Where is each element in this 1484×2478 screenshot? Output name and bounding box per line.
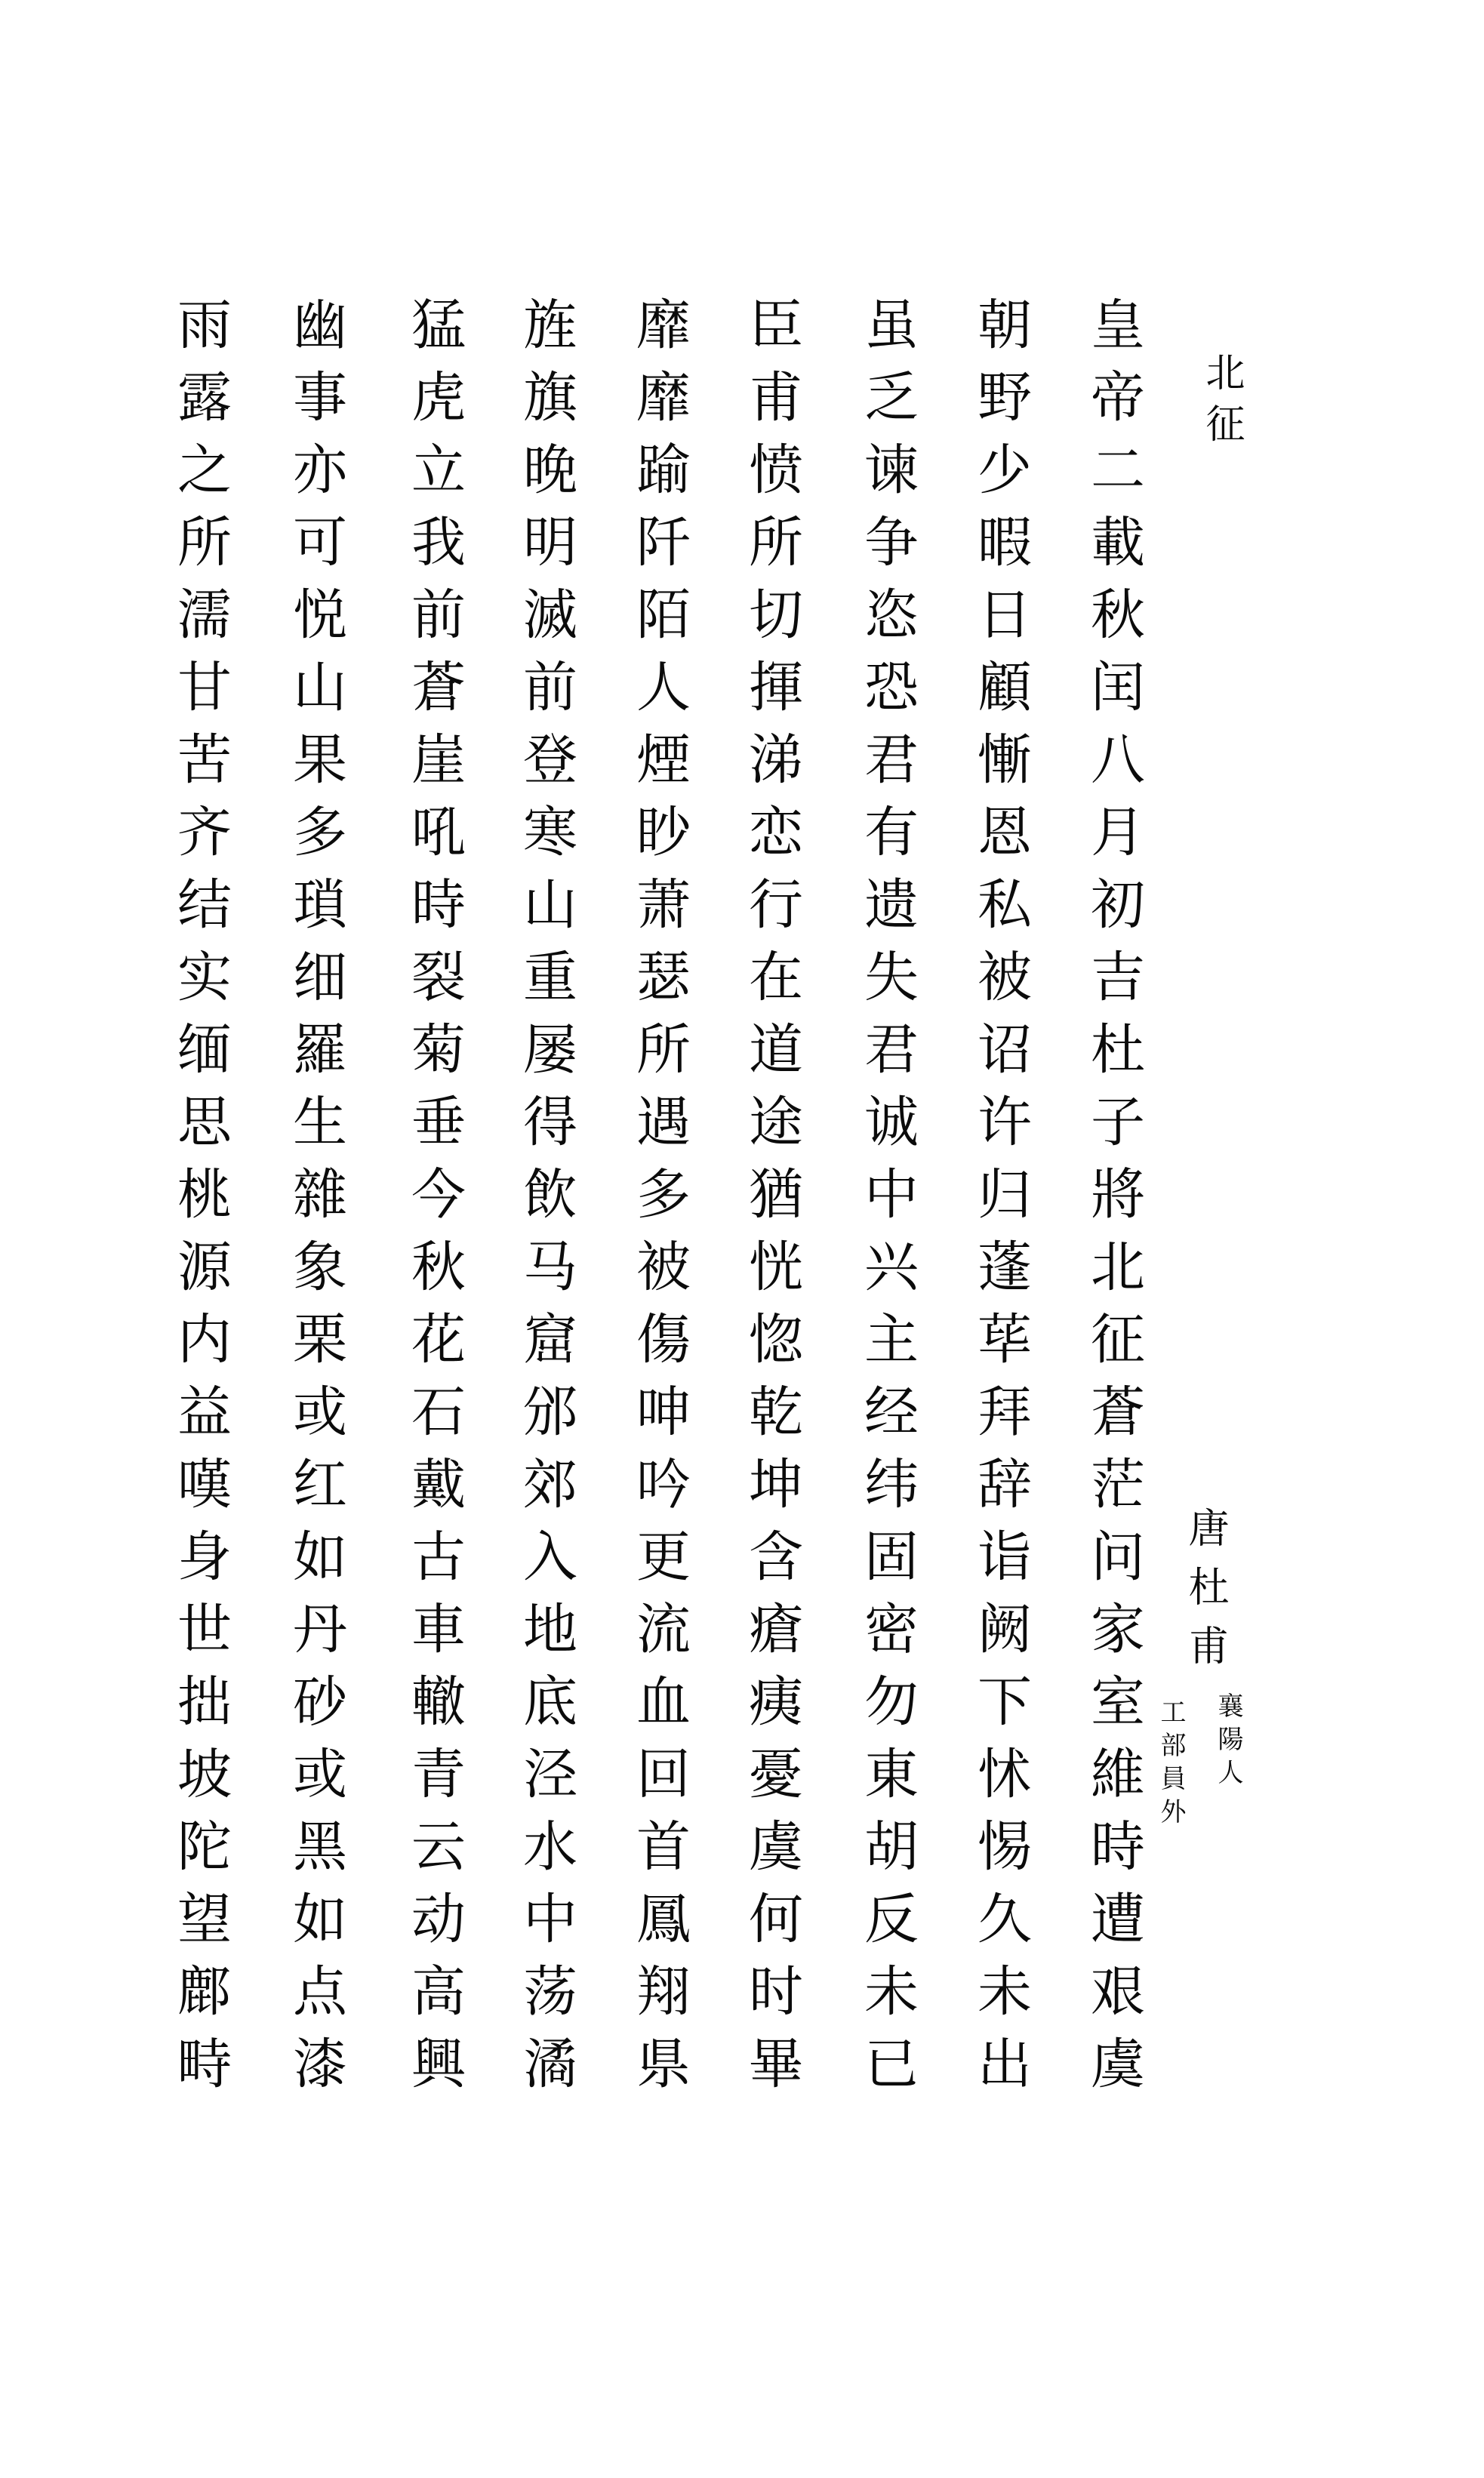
poem-column-6: 旌旗晚明滅前登寒山重屡得飲马窟邠郊入地底泾水中荡潏: [514, 296, 577, 2107]
author-note-birthplace: 襄陽人: [1213, 1692, 1243, 1792]
poem-column-7: 猛虎立我前蒼崖吼時裂菊垂今秋花石戴古車轍青云动高興: [402, 296, 466, 2107]
poem-column-5: 靡靡踰阡陌人煙眇萧瑟所遇多被傷呻吟更流血回首鳳翔県: [627, 296, 691, 2107]
poem-title: 北征: [1199, 352, 1244, 454]
poem-column-4: 臣甫愤所切揮涕恋行在道途猶恍惚乾坤含瘡痍憂虞何时畢: [740, 296, 803, 2107]
author-name: 唐杜甫: [1182, 1507, 1230, 1683]
poem-column-8: 幽事亦可悦山果多瑣细羅生雜象栗或红如丹砂或黑如点漆: [284, 296, 347, 2107]
poem-column-1: 皇帝二載秋闰八月初吉杜子將北征蒼茫问家室維時遭艰虞: [1082, 296, 1145, 2107]
poem-column-2: 朝野少暇日顧慚恩私被诏许归蓬荜拜辞诣阙下怵惕久未出: [968, 296, 1032, 2107]
poem-column-3: 虽乏谏争恣恐君有遗失君诚中兴主经纬固密勿東胡反未已: [855, 296, 919, 2107]
poem-column-9: 雨露之所濡甘苦齐结实缅思桃源内益嘆身世拙坡陀望鄜畤: [168, 296, 232, 2107]
author-note-office: 工部員外: [1156, 1698, 1186, 1831]
